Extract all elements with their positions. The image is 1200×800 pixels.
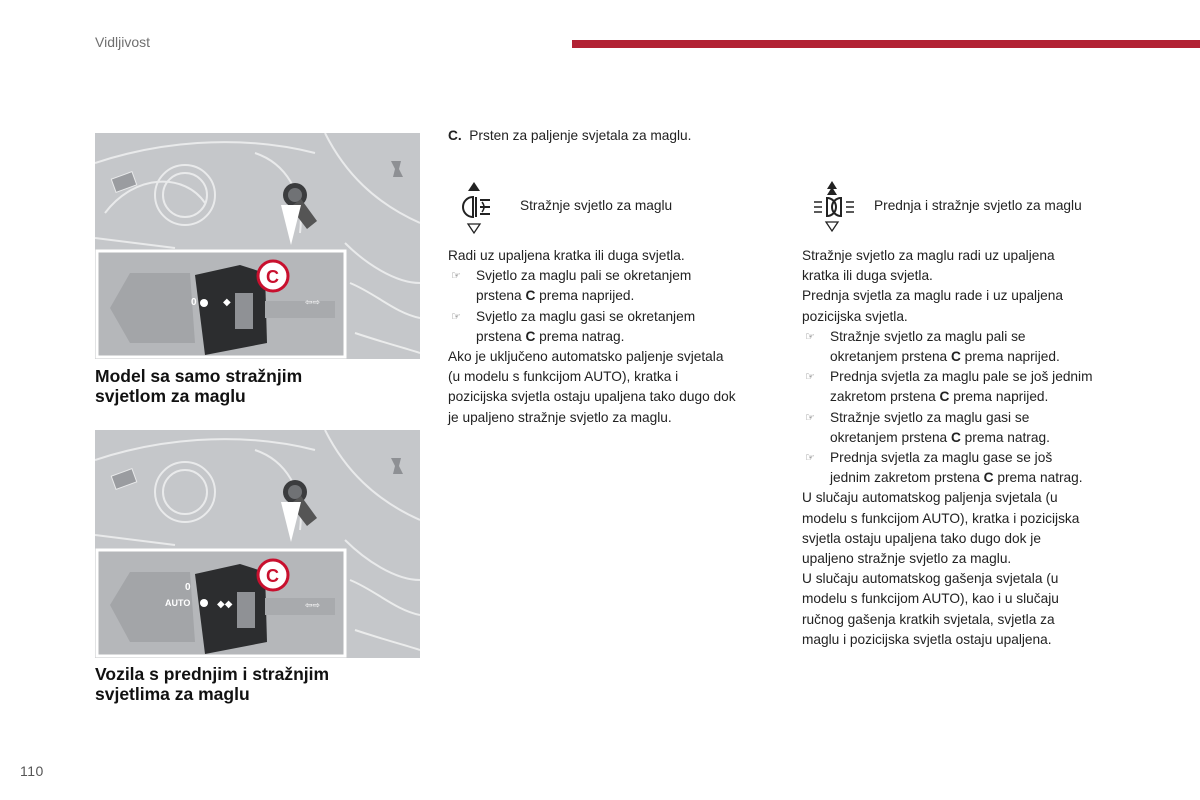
bullet-item: ☞ Stražnje svjetlo za maglu gasi se okretanjem prstena C prema natrag. (805, 409, 1050, 445)
rear-fog-symbol-label: Stražnje svjetlo za maglu (520, 197, 673, 213)
svg-text:⇦⇨: ⇦⇨ (305, 297, 321, 307)
figure-caption-rear-only: Model sa samo stražnjim svjetlom za maglu (95, 366, 303, 406)
section-title: Vidljivost (95, 34, 150, 50)
bullet-item: ☞ Svjetlo za maglu pali se okretanjem prstena C prema naprijed. (451, 268, 692, 304)
front-rear-fog-symbol-label: Prednja i stražnje svjetlo za maglu (874, 197, 1082, 213)
svg-text:⇦⇨: ⇦⇨ (305, 600, 321, 610)
svg-text:◆: ◆ (223, 297, 231, 308)
bullet-item: ☞ Prednja svjetla za maglu pale se još jednim zakretom prstena C prema naprijed. (805, 369, 1093, 405)
front-rear-fog-light-icon (812, 180, 856, 236)
callout-c: C (266, 267, 279, 287)
bullet-item: ☞ Svjetlo za maglu gasi se okretanjem prstena C prema natrag. (451, 308, 696, 344)
bullet-item: ☞ Stražnje svjetlo za maglu pali se okretanjem prstena C prema naprijed. (805, 328, 1060, 365)
rear-fog-light-icon (462, 180, 498, 236)
rear-only-instructions: Radi uz upaljena kratka ili duga svjetla. ☞ Svjetlo za maglu pali se okretanjem prstena C prema naprijed. ☞ Svjetlo za maglu gasi se okretanjem prstena C prema natrag. Ako je uključeno automatsko paljenje svjetala (u modelu s funkcijom AUTO), kratka i pozicijska svjetla ostaju upaljena tako dugo dok je upaljeno stražnje svjetlo za maglu. (448, 246, 788, 428)
ring-c-description: C. Prsten za paljenje svjetala za maglu. (448, 128, 692, 143)
lever-label-auto: AUTO (165, 598, 191, 608)
page-number: 110 (20, 763, 44, 779)
lever-label-0: 0 (185, 582, 191, 593)
rear-fog-symbol-row (462, 180, 672, 236)
figure-front-and-rear-fog (95, 430, 420, 658)
figure-rear-fog-only (95, 133, 420, 359)
front-rear-instructions: Stražnje svjetlo za maglu radi uz upaljena kratka ili duga svjetla. Prednja svjetla za maglu rade i uz upaljena pozicijska svjetla. ☞ Stražnje svjetlo za maglu pali se okretanjem prstena C prema naprijed. ☞ Prednja svjetla za maglu pale se još jednim zakretom prstena C prema naprijed. ☞ Stražnje svjetlo za maglu gasi se okretanjem prstena C prema natrag. ☞ Prednja svjetla za maglu gase se još jednim zakretom prstena C prema natrag. U slučaju automatskog paljenja svjetala (u modelu s funkcijom AUTO), kratka i pozicijska svjetla ostaju upaljena tako dugo dok je upaljeno stražnje svjetlo za maglu. U slučaju automatskog gašenja svjetala (u modelu s funkcijom AUTO), kao i u slučaju ručnog gašenja kratkih svjetala, svjetla za maglu i pozicijska svjetla ostaju upaljena. (802, 246, 1162, 650)
lever-label-0: 0 (191, 297, 197, 308)
front-rear-fog-symbol-row (812, 180, 1082, 236)
header-accent-bar (572, 40, 1200, 48)
bullet-item: ☞ Prednja svjetla za maglu gase se još jednim zakretom prstena C prema natrag. (805, 450, 1083, 486)
figure-caption-front-rear: Vozila s prednjim i stražnjim svjetlima za maglu (95, 664, 330, 704)
callout-c: C (266, 566, 279, 586)
svg-text:◆◆: ◆◆ (217, 599, 233, 610)
